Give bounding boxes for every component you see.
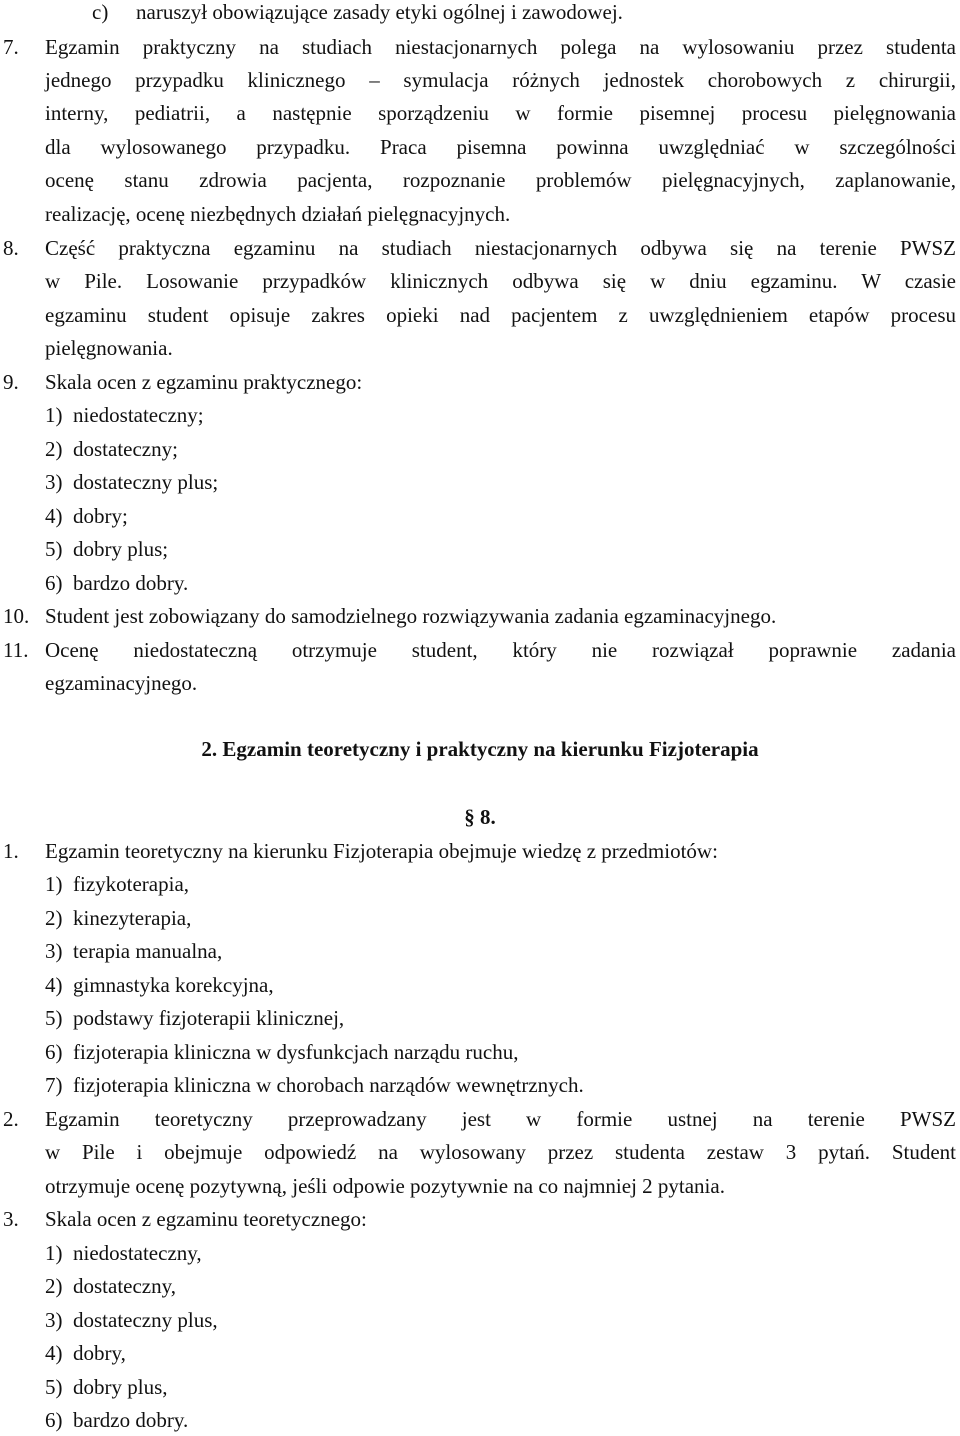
line-text: Skala ocen z egzaminu teoretycznego: bbox=[45, 1207, 367, 1231]
text-line bbox=[0, 338, 960, 364]
list-number: c) bbox=[92, 0, 109, 24]
text-line bbox=[0, 271, 960, 297]
line-text: 7) fizjoterapia kliniczna w chorobach narządów wewnętrznych. bbox=[45, 1073, 584, 1097]
text-line bbox=[0, 2, 960, 28]
text-line bbox=[0, 70, 960, 96]
line-text: w Pile. Losowanie przypadków klinicznych odbywa się w dniu egzaminu. W czasie bbox=[45, 269, 956, 293]
line-text: 4) dobry, bbox=[45, 1341, 126, 1365]
line-text: Student jest zobowiązany do samodzielnego rozwiązywania zadania egzaminacyjnego. bbox=[45, 604, 777, 628]
line-text: 5) podstawy fizjoterapii klinicznej, bbox=[45, 1006, 345, 1030]
line-text: Skala ocen z egzaminu praktycznego: bbox=[45, 370, 363, 394]
text-line bbox=[0, 673, 960, 699]
text-line bbox=[0, 841, 960, 867]
text-line bbox=[0, 506, 960, 532]
line-text: Egzamin praktyczny na studiach niestacjonarnych polega na wylosowaniu przez studenta bbox=[45, 35, 956, 59]
text-line bbox=[0, 1243, 960, 1269]
text-line bbox=[0, 1410, 960, 1436]
list-number: 7. bbox=[3, 35, 19, 59]
list-number: 2. bbox=[3, 1107, 19, 1131]
text-line bbox=[0, 640, 960, 666]
text-line bbox=[0, 238, 960, 264]
line-text: 5) dobry plus, bbox=[45, 1375, 168, 1399]
text-line bbox=[0, 472, 960, 498]
text-line bbox=[0, 1209, 960, 1235]
text-line bbox=[0, 372, 960, 398]
line-text: Część praktyczna egzaminu na studiach niestacjonarnych odbywa się na terenie PWSZ bbox=[45, 236, 956, 260]
text-line bbox=[0, 137, 960, 163]
line-text: ocenę stanu zdrowia pacjenta, rozpoznanie problemów pielęgnacyjnych, zaplanowanie, bbox=[45, 168, 956, 192]
line-text: realizację, ocenę niezbędnych działań pielęgnacyjnych. bbox=[45, 202, 511, 226]
text-line bbox=[0, 1142, 960, 1168]
text-line bbox=[0, 305, 960, 331]
text-line bbox=[0, 1310, 960, 1336]
line-text: 2) dostateczny; bbox=[45, 437, 178, 461]
line-text: 6) bardzo dobry. bbox=[45, 571, 189, 595]
text-line bbox=[0, 606, 960, 632]
line-text: interny, pediatrii, a następnie sporządzeniu w formie pisemnej procesu pielęgnowania bbox=[45, 101, 956, 125]
line-text: Ocenę niedostateczną otrzymuje student, który nie rozwiązał poprawnie zadania bbox=[45, 638, 956, 662]
list-number: 1. bbox=[3, 839, 19, 863]
line-text: dla wylosowanego przypadku. Praca pisemna powinna uwzględniać w szczególności bbox=[45, 135, 956, 159]
text-line bbox=[0, 1075, 960, 1101]
line-text: 6) bardzo dobry. bbox=[45, 1408, 189, 1432]
line-text: 3) dostateczny plus, bbox=[45, 1308, 218, 1332]
line-text: 3) dostateczny plus; bbox=[45, 470, 219, 494]
line-text: jednego przypadku klinicznego – symulacja różnych jednostek chorobowych z chirurgii, bbox=[45, 68, 956, 92]
line-text: 4) gimnastyka korekcyjna, bbox=[45, 973, 274, 997]
line-text: egzaminacyjnego. bbox=[45, 671, 198, 695]
line-text: 6) fizjoterapia kliniczna w dysfunkcjach narządu ruchu, bbox=[45, 1040, 519, 1064]
line-text: Egzamin teoretyczny przeprowadzany jest w formie ustnej na terenie PWSZ bbox=[45, 1107, 956, 1131]
list-number: 3. bbox=[3, 1207, 19, 1231]
line-text: w Pile i obejmuje odpowiedź na wylosowany przez studenta zestaw 3 pytań. Student bbox=[45, 1140, 956, 1164]
text-line bbox=[0, 1377, 960, 1403]
text-line bbox=[0, 573, 960, 599]
line-text: 3) terapia manualna, bbox=[45, 939, 223, 963]
text-line bbox=[0, 1343, 960, 1369]
section-heading: 2. Egzamin teoretyczny i praktyczny na kierunku Fizjoterapia bbox=[201, 737, 759, 761]
text-line bbox=[0, 439, 960, 465]
text-line bbox=[0, 1176, 960, 1202]
text-line bbox=[0, 204, 960, 230]
line-text: 1) niedostateczny, bbox=[45, 1241, 202, 1265]
line-text: pielęgnowania. bbox=[45, 336, 173, 360]
text-line bbox=[0, 908, 960, 934]
text-line bbox=[0, 170, 960, 196]
list-number: 10. bbox=[3, 604, 30, 628]
text-line bbox=[0, 1276, 960, 1302]
text-line bbox=[0, 1008, 960, 1034]
text-line bbox=[0, 37, 960, 63]
line-text: 2) kinezyterapia, bbox=[45, 906, 192, 930]
text-line bbox=[0, 1042, 960, 1068]
line-text: naruszył obowiązujące zasady etyki ogólnej i zawodowej. bbox=[136, 0, 623, 24]
text-line bbox=[0, 975, 960, 1001]
line-text: Egzamin teoretyczny na kierunku Fizjoterapia obejmuje wiedzę z przedmiotów: bbox=[45, 839, 718, 863]
paragraph-mark: § 8. bbox=[464, 805, 496, 829]
line-text: 5) dobry plus; bbox=[45, 537, 169, 561]
list-number: 8. bbox=[3, 236, 19, 260]
line-text: 2) dostateczny, bbox=[45, 1274, 177, 1298]
line-text: 1) niedostateczny; bbox=[45, 403, 204, 427]
text-line bbox=[0, 941, 960, 967]
text-line bbox=[0, 103, 960, 129]
list-number: 9. bbox=[3, 370, 19, 394]
text-line bbox=[0, 405, 960, 431]
text-line bbox=[0, 539, 960, 565]
list-number: 11. bbox=[3, 638, 29, 662]
line-text: egzaminu student opisuje zakres opieki nad pacjentem z uwzględnieniem etapów procesu bbox=[45, 303, 956, 327]
line-text: 4) dobry; bbox=[45, 504, 128, 528]
text-line bbox=[0, 1109, 960, 1135]
line-text: 1) fizykoterapia, bbox=[45, 872, 190, 896]
line-text: otrzymuje ocenę pozytywną, jeśli odpowie pozytywnie na co najmniej 2 pytania. bbox=[45, 1174, 725, 1198]
text-line bbox=[0, 874, 960, 900]
